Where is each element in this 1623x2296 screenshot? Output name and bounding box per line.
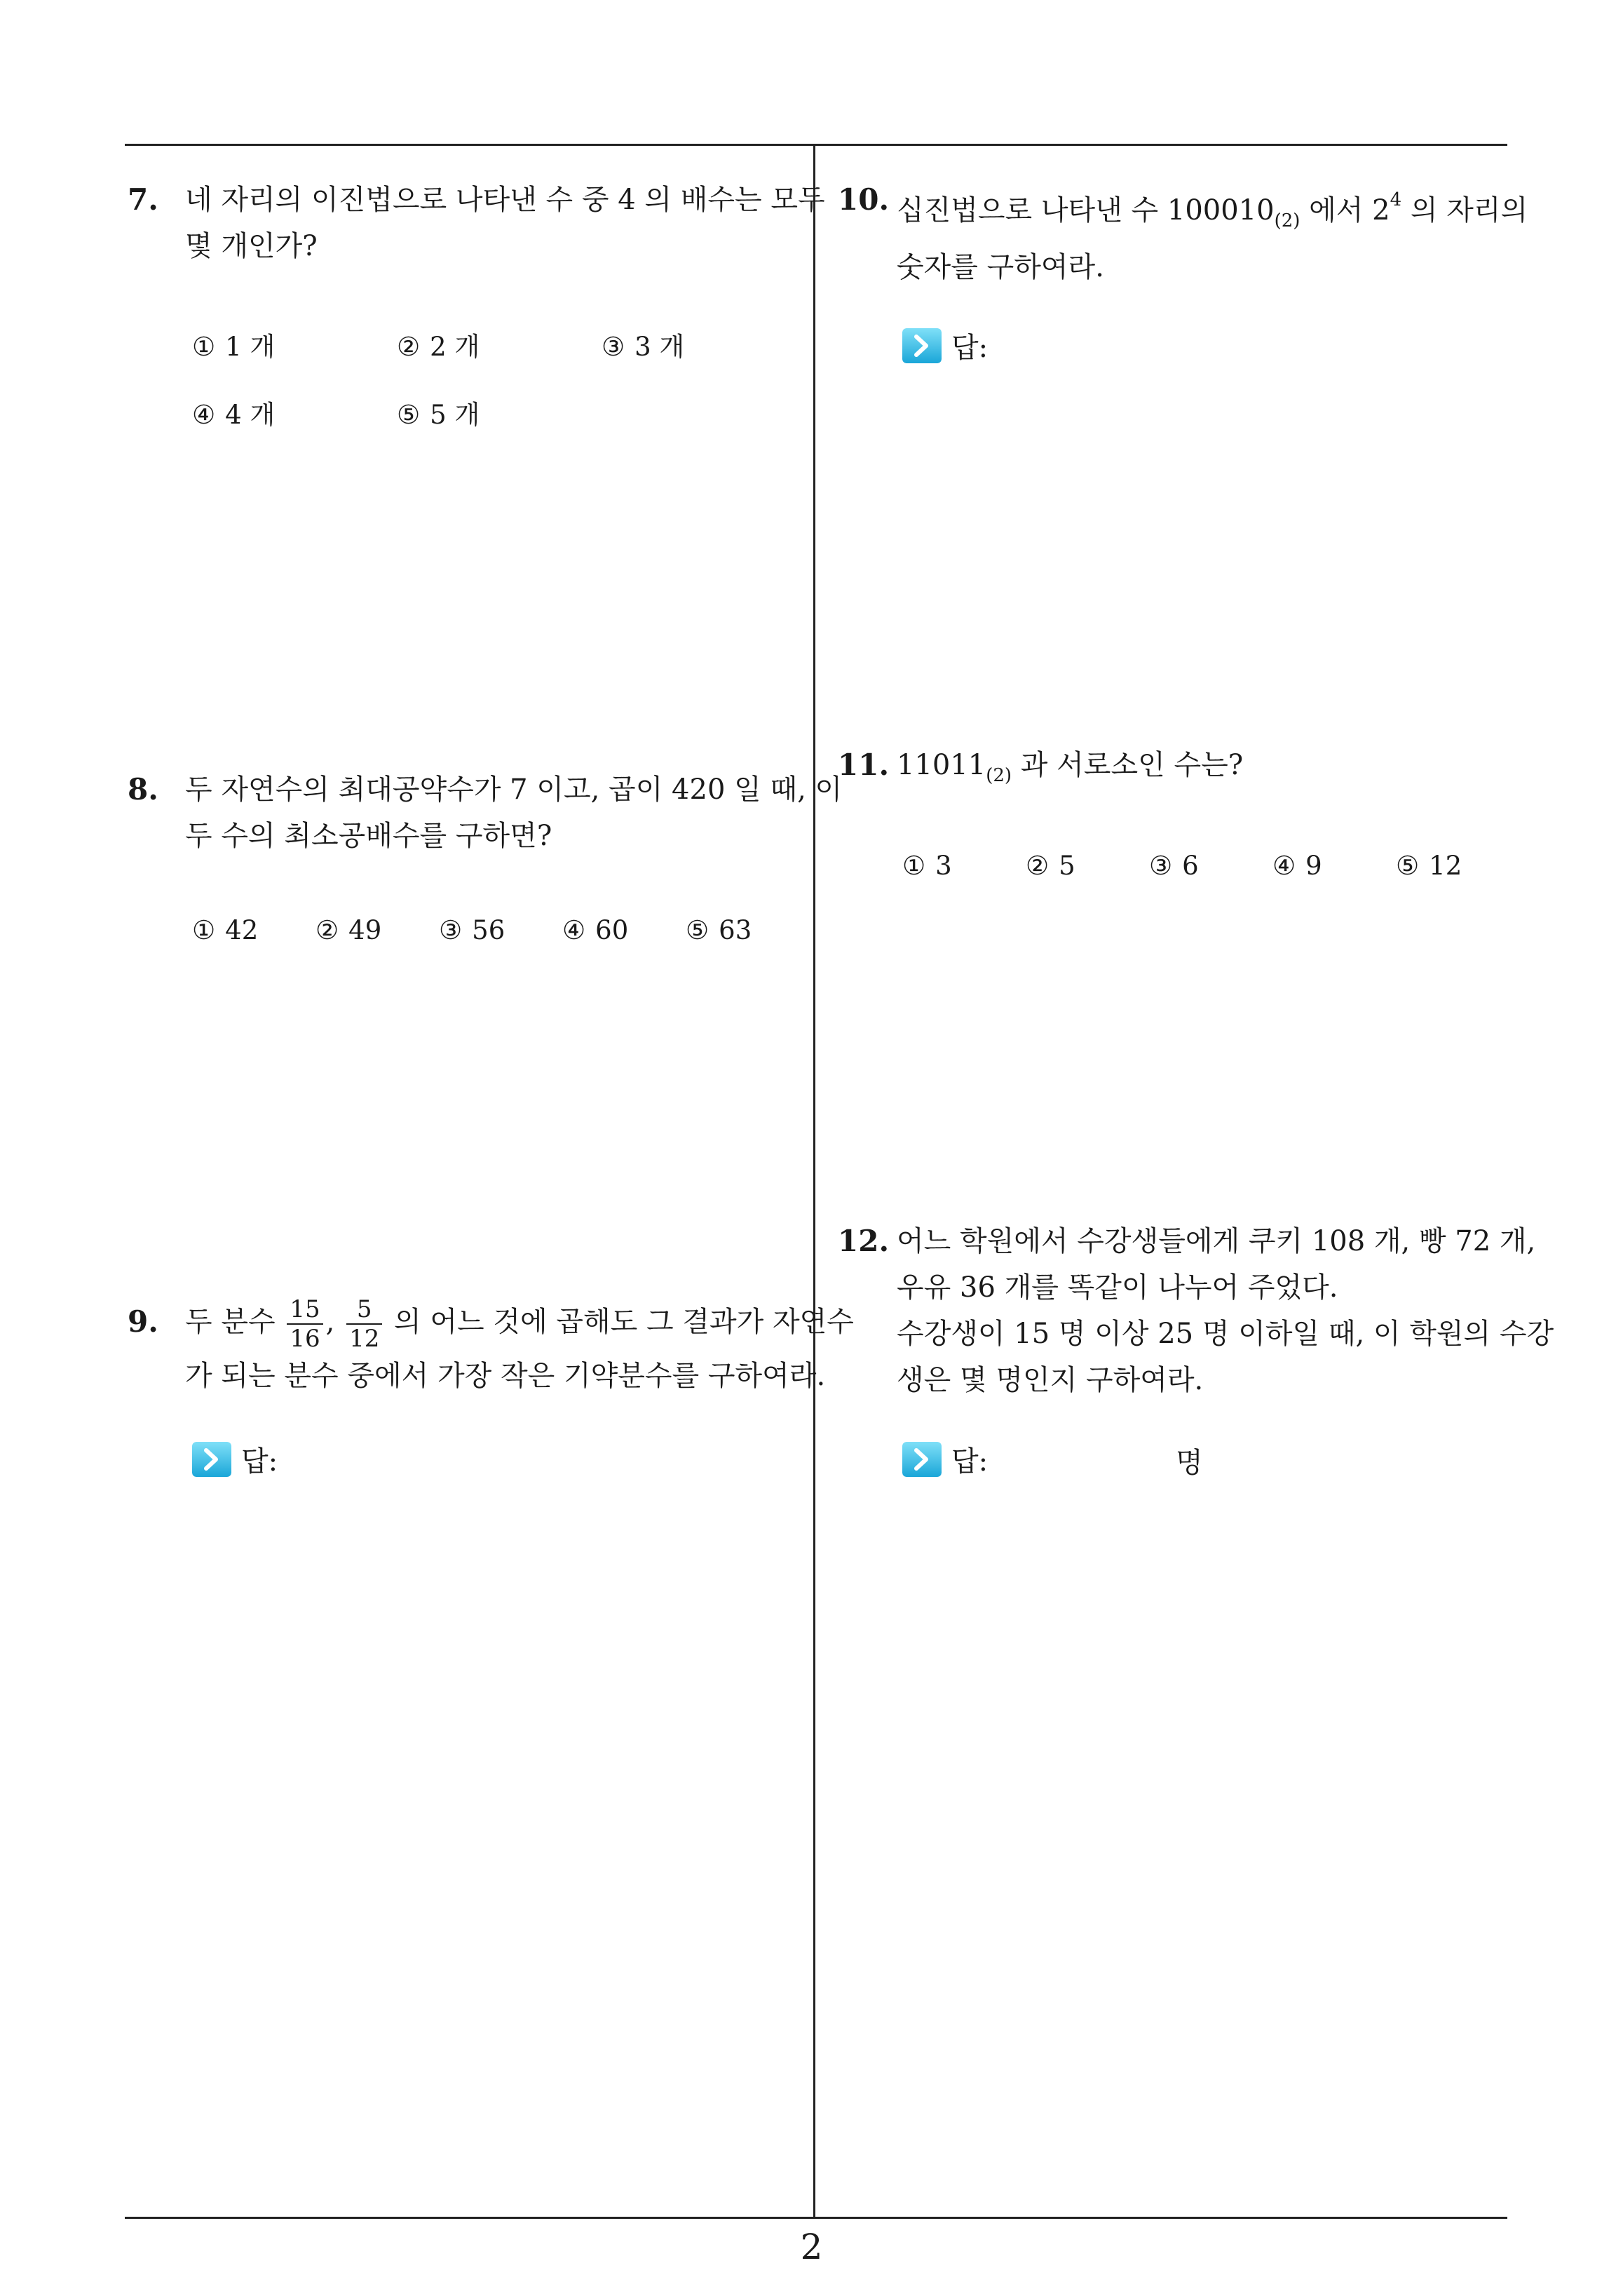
choice-5[interactable]: ⑤ 63 [686, 915, 752, 945]
question-number: 8. [128, 772, 158, 806]
answer-label: 답: [951, 332, 989, 364]
question-number: 10. [838, 182, 890, 217]
answer-label: 답: [951, 1445, 989, 1478]
choice-1[interactable]: ① 1 개 [192, 332, 276, 362]
choice-3[interactable]: ③ 3 개 [602, 332, 685, 362]
choice-2[interactable]: ② 2 개 [397, 332, 480, 362]
choice-5[interactable]: ⑤ 5 개 [397, 400, 480, 430]
question-text: 어느 학원에서 수강생들에게 쿠키 108 개, 빵 72 개, 우유 36 개를 똑같이 나누어 주었다. 수강생이 15 명 이상 25 명 이하일 때, 이 학원의 수강 생은 몇 명인지 구하여라. [897, 1225, 1554, 1396]
answer-box[interactable] [902, 325, 988, 365]
choice-3[interactable]: ③ 56 [439, 915, 505, 945]
answer-unit: 명 [1176, 1447, 1203, 1479]
question-text: 두 분수 $\frac{15}{16}$ , $\frac{5}{12}$ 의 어느 것에 곱해도 그 결과가 자연수 가 되는 분수 중에서 가장 작은 기약분수를 구하여라. [185, 1295, 854, 1392]
bottom-rule [125, 2217, 1507, 2219]
choice-5[interactable]: ⑤ 12 [1396, 851, 1462, 881]
fraction-15-16: $\frac{15}{16}$ [287, 1295, 322, 1353]
choice-4[interactable]: ④ 4 개 [192, 400, 276, 430]
question-number: 11. [838, 748, 890, 782]
chevron-right-icon [902, 1442, 942, 1477]
answer-label: 답: [241, 1445, 278, 1478]
column-divider [813, 145, 815, 2217]
question-number: 7. [128, 182, 158, 217]
question-text: 네 자리의 이진법으로 나타낸 수 중 4 의 배수는 모두 몇 개인가? [185, 184, 825, 262]
choice-2[interactable]: ② 49 [315, 915, 382, 945]
top-rule [125, 144, 1507, 146]
question-number: 12. [838, 1224, 890, 1258]
page-number: 2 [800, 2227, 823, 2267]
question-number: 9. [128, 1304, 158, 1339]
choice-3[interactable]: ③ 6 [1149, 851, 1199, 881]
chevron-right-icon [902, 328, 942, 363]
choice-1[interactable]: ① 3 [902, 851, 952, 881]
question-text: 십진법으로 나타낸 수 $100010_{(2)}$ 에서 $2^4$ 의 자리의 숫자를 구하여라. [897, 189, 1528, 283]
answer-box[interactable] [902, 1439, 1267, 1479]
question-text: $11011_{(2)}$ 과 서로소인 수는? [897, 749, 1244, 786]
choice-4[interactable]: ④ 60 [562, 915, 629, 945]
choice-1[interactable]: ① 42 [192, 915, 259, 945]
answer-box[interactable] [192, 1439, 278, 1479]
question-text: 두 자연수의 최대공약수가 7 이고, 곱이 420 일 때, 이 두 수의 최소공배수를 구하면? [185, 774, 843, 852]
choice-4[interactable]: ④ 9 [1272, 851, 1322, 881]
fraction-5-12: $\frac{5}{12}$ [346, 1295, 382, 1353]
chevron-right-icon [192, 1442, 231, 1477]
choice-2[interactable]: ② 5 [1026, 851, 1075, 881]
